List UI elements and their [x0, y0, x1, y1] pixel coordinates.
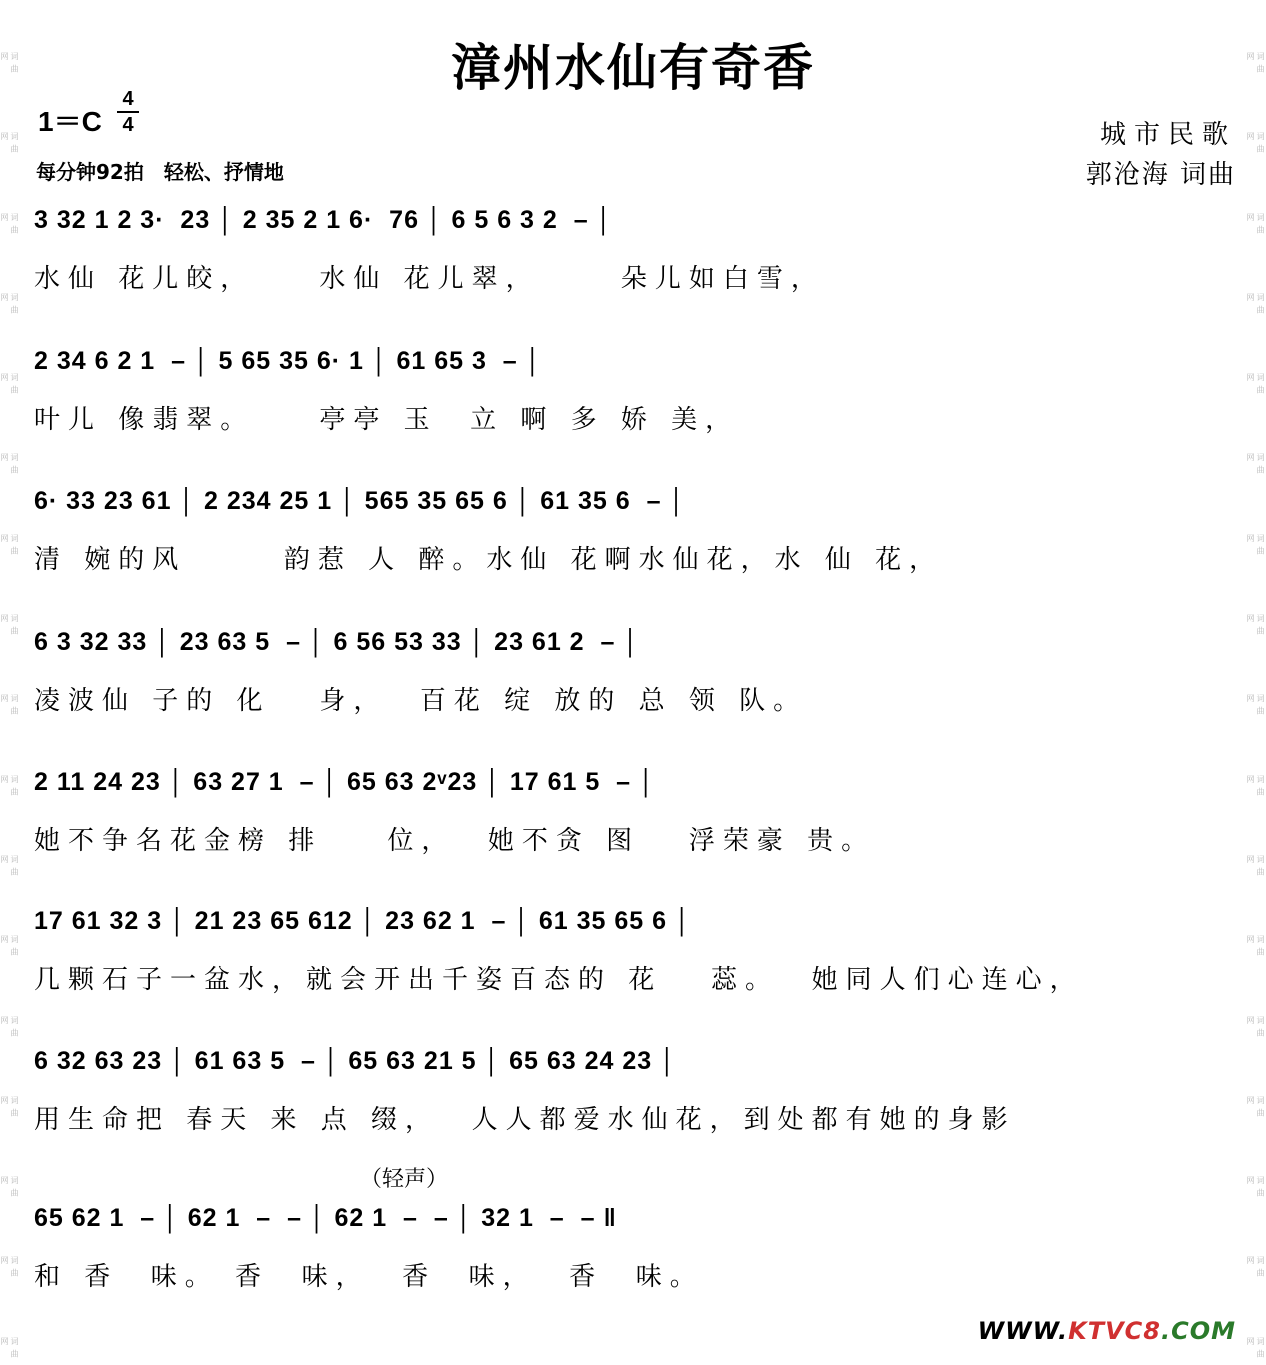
origin-credit: 城市民歌: [1099, 120, 1236, 150]
notation-line: 6· 33 23 61 │ 2 234 25 1 │ 565 35 65 6 │ 61 35 6 – │: [34, 487, 687, 515]
score-system-5: [34, 758, 1240, 868]
notation-line: 3 32 1 2 3· 23 │ 2 35 2 1 6· 76 │ 6 5 6 3 2 – │: [34, 206, 614, 234]
score-system-2: [34, 337, 1240, 447]
score-system-4: [34, 618, 1240, 728]
score-system-6: [34, 897, 1240, 1007]
lyric-line: 她不争名花金榜 排 位， 她不贪 图 浮荣豪 贵。: [34, 826, 876, 856]
meter-bottom: 4: [122, 114, 134, 136]
score-system-3: [34, 477, 1240, 587]
side-watermark-right: 词 曲 网 词 曲 网 词 曲 网 词 曲 网 词 曲 网 词 曲 网 词 曲 网 词 曲 网 词 曲 网 词 曲 网 词 曲 网 词 曲 网 词 曲 网 词 曲 网 词 曲 网 词 曲 网 词 曲 网: [1246, 52, 1265, 1359]
key-signature: 1＝C: [38, 106, 102, 137]
score-system-8: [34, 1194, 1240, 1304]
author-credit: 郭沧海 词曲: [1085, 160, 1236, 190]
score-system-7: [34, 1037, 1240, 1147]
lyric-line: 凌波仙 子的 化 身， 百花 绽 放的 总 领 队。: [34, 686, 808, 716]
lyric-line: 叶儿 像翡翠。 亭亭 玉 立 啊 多 娇 美，: [34, 405, 740, 435]
site-watermark: WWW.KTVC8.COM: [977, 1317, 1236, 1345]
lyric-line: 和 香 味。 香 味， 香 味， 香 味。: [34, 1262, 704, 1292]
quiet-annotation: （轻声）: [360, 1167, 449, 1192]
notation-line: 17 61 32 3 │ 21 23 65 612 │ 23 62 1 – │ 61 35 65 6 │: [34, 907, 692, 935]
lyric-line: 水仙 花儿皎， 水仙 花儿翠， 朵儿如白雪，: [34, 264, 825, 294]
tempo-marking: 每分钟92拍 轻松、抒情地: [36, 160, 284, 184]
lyric-line: 清 婉的风 韵惹 人 醉。水仙 花啊水仙花，水 仙 花，: [34, 545, 944, 575]
notation-line: 2 11 24 23 │ 63 27 1 – │ 65 63 2ᵛ23 │ 17 61 5 – │: [34, 768, 656, 796]
time-signature: [117, 88, 139, 136]
meter-divider: [117, 111, 139, 113]
notation-line: 6 32 63 23 │ 61 63 5 – │ 65 63 21 5 │ 65 63 24 23 │: [34, 1047, 677, 1075]
lyric-line: 用生命把 春天 来 点 缀， 人人都爱水仙花，到处都有她的身影: [34, 1105, 1016, 1135]
lyric-line: 几颗石子一盆水，就会开出千姿百态的 花 蕊。 她同人们心连心，: [34, 965, 1084, 995]
meter-top: 4: [122, 88, 134, 110]
song-title: 漳州水仙有奇香: [451, 38, 815, 97]
score-system-1: [34, 196, 1240, 306]
notation-line: 65 62 1 – │ 62 1 – – │ 62 1 – – │ 32 1 – – ‖: [34, 1204, 617, 1232]
side-watermark-left: 词 曲 网 词 曲 网 词 曲 网 词 曲 网 词 曲 网 词 曲 网 词 曲 网 词 曲 网 词 曲 网 词 曲 网 词 曲 网 词 曲 网 词 曲 网 词 曲 网 词 曲 网 词 曲 网 词 曲 网: [0, 52, 19, 1359]
notation-line: 6 3 32 33 │ 23 63 5 – │ 6 56 53 33 │ 23 61 2 – │: [34, 628, 640, 656]
notation-line: 2 34 6 2 1 – │ 5 65 35 6· 1 │ 61 65 3 – │: [34, 347, 543, 375]
